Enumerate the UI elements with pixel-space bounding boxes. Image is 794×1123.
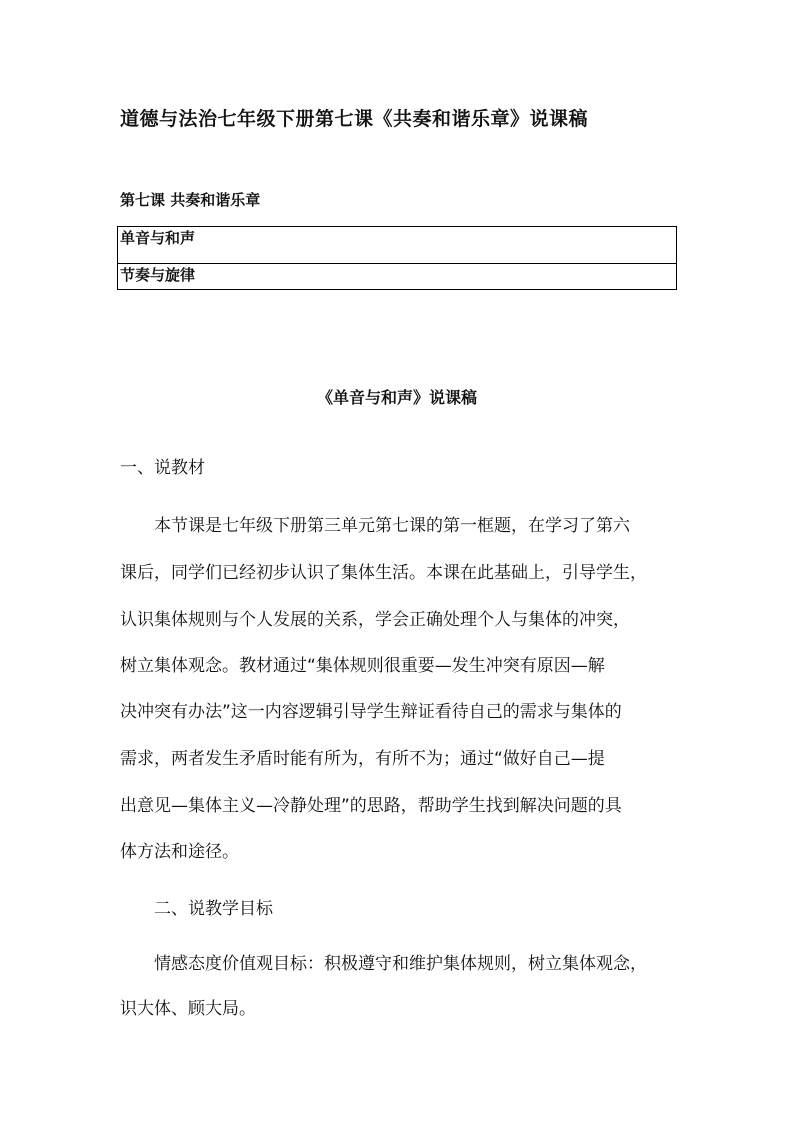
lesson-heading: 第七课 共奏和谐乐章: [120, 191, 261, 209]
part-2-heading: 二、说教学目标: [154, 899, 273, 919]
paragraph-1-line-1: 本节课是七年级下册第三单元第七课的第一框题，在学习了第六: [154, 516, 630, 536]
toc-item-1: 单音与和声: [118, 227, 677, 264]
paragraph-1-line-8: 体方法和途径。: [120, 842, 239, 862]
paragraph-1-line-3: 认识集体规则与个人发展的关系，学会正确处理个人与集体的冲突，: [120, 610, 630, 630]
paragraph-2-line-2: 识大体、顾大局。: [120, 999, 256, 1019]
paragraph-1-line-7: 出意见—集体主义—冷静处理”的思路，帮助学生找到解决问题的具: [120, 796, 622, 816]
lesson-contents-table: [117, 226, 677, 290]
part-1-heading: 一、说教材: [120, 458, 205, 478]
paragraph-1-line-6: 需求，两者发生矛盾时能有所为，有所不为；通过“做好自己—提: [120, 749, 605, 769]
table-row: [118, 264, 677, 290]
document-title: 道德与法治七年级下册第七课《共奏和谐乐章》说课稿: [120, 108, 589, 130]
paragraph-1-line-5: 决冲突有办法”这一内容逻辑引导学生辩证看待自己的需求与集体的: [120, 702, 622, 722]
section-title: 《单音与和声》说课稿: [316, 388, 477, 407]
paragraph-1-line-2: 课后，同学们已经初步认识了集体生活。本课在此基础上，引导学生，: [120, 563, 647, 583]
paragraph-2-line-1: 情感态度价值观目标：积极遵守和维护集体规则，树立集体观念，: [154, 954, 647, 974]
paragraph-1-line-4: 树立集体观念。教材通过“集体规则很重要—发生冲突有原因—解: [120, 656, 605, 676]
table-row: [118, 227, 677, 264]
toc-item-2: 节奏与旋律: [118, 264, 677, 290]
